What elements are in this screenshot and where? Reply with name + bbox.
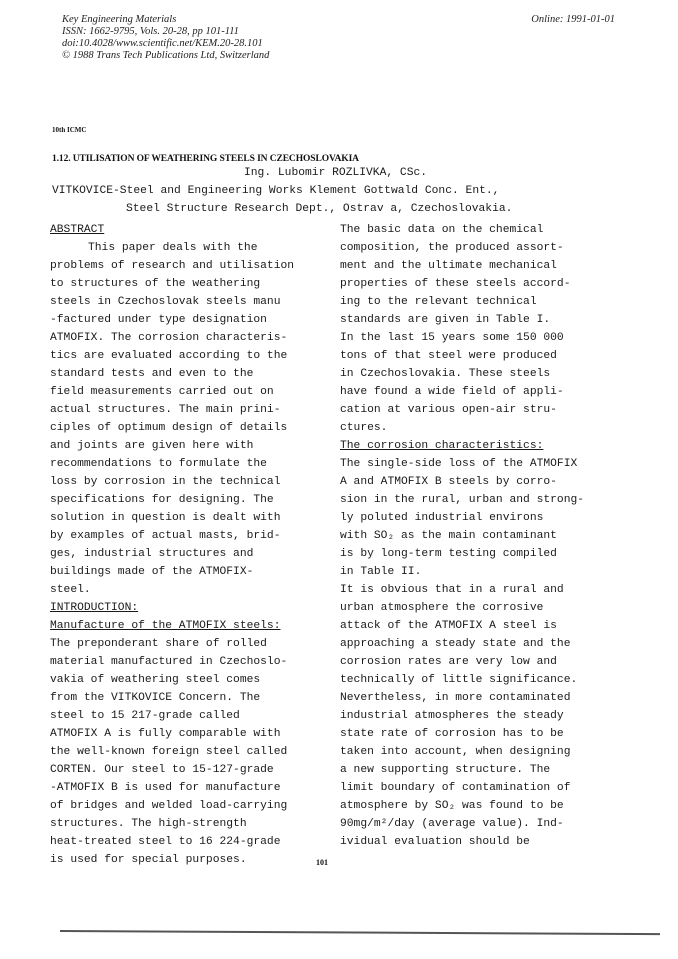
text-line: The basic data on the chemical <box>340 224 544 236</box>
text-line: ment and the ultimate mechanical <box>340 260 557 272</box>
text-line: from the VITKOVICE Concern. The <box>50 692 261 704</box>
text-line: by examples of actual masts, brid- <box>50 530 281 542</box>
text-line: atmosphere by SO₂ was found to be <box>340 800 564 812</box>
text-line: solution in question is dealt with <box>50 512 281 524</box>
text-line: ATMOFIX. The corrosion characteris- <box>50 332 288 344</box>
text-line: tics are evaluated according to the <box>50 350 288 362</box>
text-line: properties of these steels accord- <box>340 278 571 290</box>
text-line: and joints are given here with <box>50 440 254 452</box>
page-number: 101 <box>316 858 328 867</box>
section-heading: Manufacture of the ATMOFIX steels: <box>50 620 281 632</box>
affiliation-line-1: VITKOVICE-Steel and Engineering Works Klement Gottwald Conc. Ent., <box>52 185 500 197</box>
section-heading: ABSTRACT <box>50 224 105 236</box>
text-line: in Table II. <box>340 566 422 578</box>
section-heading: The corrosion characteristics: <box>340 440 544 452</box>
text-line: This paper deals with the <box>88 242 258 254</box>
online-date: Online: 1991-01-01 <box>531 14 615 25</box>
text-line: steel. <box>50 584 91 596</box>
affiliation-line-2: Steel Structure Research Dept., Ostrav a, Czechoslovakia. <box>126 203 513 215</box>
text-line: field measurements carried out on <box>50 386 274 398</box>
text-line: specifications for designing. The <box>50 494 274 506</box>
text-line: corrosion rates are very low and <box>340 656 557 668</box>
conference-label: 10th ICMC <box>52 126 87 134</box>
section-heading: INTRODUCTION: <box>50 602 139 614</box>
text-line: steels in Czechoslovak steels manu <box>50 296 281 308</box>
text-line: ly poluted industrial environs <box>340 512 544 524</box>
text-line: ividual evaluation should be <box>340 836 530 848</box>
text-line: a new supporting structure. The <box>340 764 551 776</box>
text-line: urban atmosphere the corrosive <box>340 602 544 614</box>
text-line: technically of little significance. <box>340 674 578 686</box>
text-line: ing to the relevant technical <box>340 296 537 308</box>
text-line: loss by corrosion in the technical <box>50 476 281 488</box>
journal-name: Key Engineering Materials <box>62 14 177 25</box>
text-line: attack of the ATMOFIX A steel is <box>340 620 557 632</box>
text-line: CORTEN. Our steel to 15-127-grade <box>50 764 274 776</box>
text-line: limit boundary of contamination of <box>340 782 571 794</box>
text-line: The single-side loss of the ATMOFIX <box>340 458 578 470</box>
text-line: 90mg/m²/day (average value). Ind- <box>340 818 564 830</box>
text-line: The preponderant share of rolled <box>50 638 267 650</box>
text-line: ctures. <box>340 422 388 434</box>
text-line: -factured under type designation <box>50 314 267 326</box>
author-line: Ing. Lubomir ROZLIVKA, CSc. <box>244 167 428 179</box>
text-line: cation at various open-air stru- <box>340 404 557 416</box>
text-line: have found a wide field of appli- <box>340 386 564 398</box>
text-line: actual structures. The main prini- <box>50 404 281 416</box>
issn-line: ISSN: 1662-9795, Vols. 20-28, pp 101-111 <box>62 26 239 37</box>
text-line: vakia of weathering steel comes <box>50 674 261 686</box>
text-line: It is obvious that in a rural and <box>340 584 564 596</box>
text-line: composition, the produced assort- <box>340 242 564 254</box>
text-line: material manufactured in Czechoslo- <box>50 656 288 668</box>
paper-title: 1.12. UTILISATION OF WEATHERING STEELS IN CZECHOSLOVAKIA <box>52 154 359 164</box>
text-line: is by long-term testing compiled <box>340 548 557 560</box>
text-line: recommendations to formulate the <box>50 458 267 470</box>
text-line: ATMOFIX A is fully comparable with <box>50 728 281 740</box>
text-line: -ATMOFIX B is used for manufacture <box>50 782 281 794</box>
copyright-line: © 1988 Trans Tech Publications Ltd, Switzerland <box>62 50 270 61</box>
text-line: industrial atmospheres the steady <box>340 710 564 722</box>
text-line: taken into account, when designing <box>340 746 571 758</box>
text-line: standards are given in Table I. <box>340 314 551 326</box>
text-line: A and ATMOFIX B steels by corro- <box>340 476 557 488</box>
scan-edge-line <box>60 930 660 935</box>
text-line: ciples of optimum design of details <box>50 422 288 434</box>
text-line: In the last 15 years some 150 000 <box>340 332 564 344</box>
text-line: the well-known foreign steel called <box>50 746 288 758</box>
text-line: structures. The high-strength <box>50 818 247 830</box>
text-line: of bridges and welded load-carrying <box>50 800 288 812</box>
left-column <box>50 221 320 869</box>
text-line: ges, industrial structures and <box>50 548 254 560</box>
text-line: state rate of corrosion has to be <box>340 728 564 740</box>
text-line: heat-treated steel to 16 224-grade <box>50 836 281 848</box>
text-line: steel to 15 217-grade called <box>50 710 240 722</box>
text-line: standard tests and even to the <box>50 368 254 380</box>
right-column <box>340 221 610 851</box>
text-line: in Czechoslovakia. These steels <box>340 368 551 380</box>
text-line: Nevertheless, in more contaminated <box>340 692 571 704</box>
doi-line: doi:10.4028/www.scientific.net/KEM.20-28.101 <box>62 38 263 49</box>
text-line: approaching a steady state and the <box>340 638 571 650</box>
text-line: with SO₂ as the main contaminant <box>340 530 557 542</box>
journal-header <box>62 14 269 62</box>
text-line: tons of that steel were produced <box>340 350 557 362</box>
text-line: to structures of the weathering <box>50 278 261 290</box>
text-line: problems of research and utilisation <box>50 260 295 272</box>
text-line: sion in the rural, urban and strong- <box>340 494 585 506</box>
text-line: is used for special purposes. <box>50 854 247 866</box>
text-line: buildings made of the ATMOFIX- <box>50 566 254 578</box>
